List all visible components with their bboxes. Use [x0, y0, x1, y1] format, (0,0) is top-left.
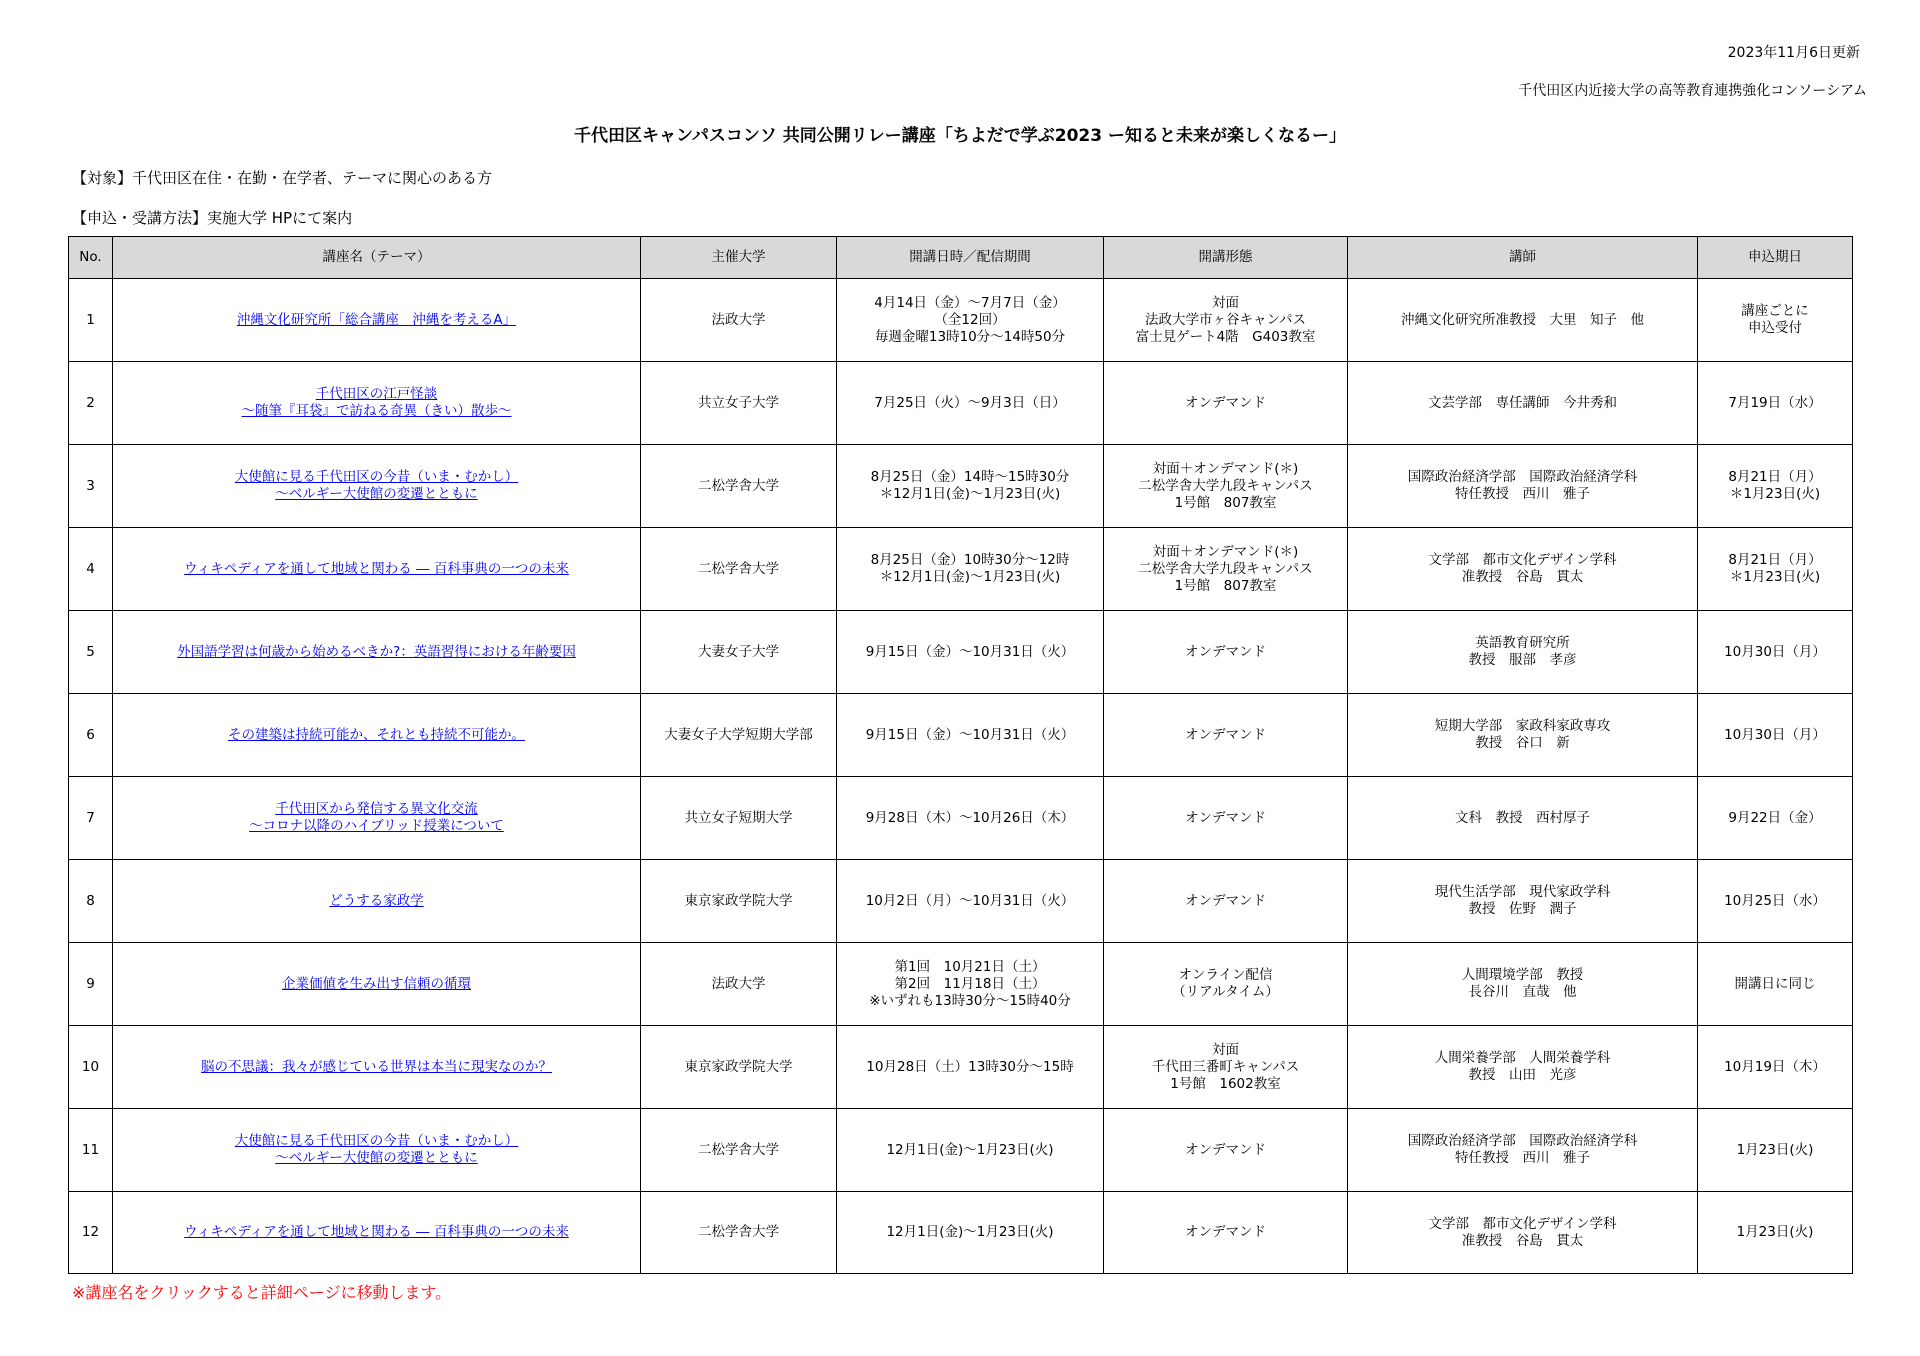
cell-no: 3 [69, 445, 113, 528]
cell-title [113, 694, 641, 777]
table-row [69, 528, 1853, 611]
cell-schedule: 9月28日（木）～10月26日（木） [837, 777, 1104, 860]
cell-title [113, 279, 641, 362]
column-header-schedule: 開講日時／配信期間 [837, 237, 1104, 279]
cell-format: オンデマンド [1104, 860, 1348, 943]
table-row [69, 445, 1853, 528]
cell-format: オンデマンド [1104, 362, 1348, 445]
cell-title [113, 943, 641, 1026]
cell-no: 1 [69, 279, 113, 362]
cell-no: 9 [69, 943, 113, 1026]
cell-format: オンデマンド [1104, 1109, 1348, 1192]
cell-no: 8 [69, 860, 113, 943]
cell-deadline: 10月25日（水） [1698, 860, 1853, 943]
table-row [69, 279, 1853, 362]
cell-format: 対面＋オンデマンド(＊) 二松学舎大学九段キャンパス 1号館 807教室 [1104, 528, 1348, 611]
cell-title [113, 528, 641, 611]
cell-schedule: 第1回 10月21日（土） 第2回 11月18日（土） ※いずれも13時30分～15時40分 [837, 943, 1104, 1026]
cell-schedule: 9月15日（金）～10月31日（火） [837, 611, 1104, 694]
table-row [69, 611, 1853, 694]
cell-schedule: 10月28日（土）13時30分～15時 [837, 1026, 1104, 1109]
table-row [69, 860, 1853, 943]
lecture-link[interactable]: どうする家政学 [329, 892, 424, 909]
cell-no: 6 [69, 694, 113, 777]
target-audience: 【対象】千代田区在住・在勤・在学者、テーマに関心のある方 [72, 169, 493, 187]
cell-university: 二松学舎大学 [641, 1192, 837, 1274]
cell-schedule: 8月25日（金）10時30分～12時 ＊12月1日(金)～1月23日(火) [837, 528, 1104, 611]
cell-lecturer: 文科 教授 西村厚子 [1348, 777, 1698, 860]
cell-university: 東京家政学院大学 [641, 1026, 837, 1109]
cell-deadline: 開講日に同じ [1698, 943, 1853, 1026]
cell-no: 12 [69, 1192, 113, 1274]
cell-lecturer: 文芸学部 専任講師 今井秀和 [1348, 362, 1698, 445]
cell-university: 法政大学 [641, 279, 837, 362]
cell-format: オンデマンド [1104, 611, 1348, 694]
cell-university: 大妻女子大学 [641, 611, 837, 694]
cell-lecturer: 文学部 都市文化デザイン学科 准教授 谷島 貫太 [1348, 1192, 1698, 1274]
cell-deadline: 8月21日（月） ＊1月23日(火) [1698, 528, 1853, 611]
table-row [69, 1026, 1853, 1109]
cell-university: 東京家政学院大学 [641, 860, 837, 943]
lecture-link[interactable]: 大使館に見る千代田区の今昔（いま・むかし） ～ベルギー大使館の変遷とともに [234, 1133, 519, 1166]
lecture-link[interactable]: ウィキペディアを通して地域と関わる ― 百科事典の一つの未来 [184, 560, 569, 577]
lecture-link[interactable]: ウィキペディアを通して地域と関わる ― 百科事典の一つの未来 [184, 1224, 569, 1240]
lecture-link[interactable]: その建築は持続可能か、それとも持続不可能か。 [228, 726, 525, 743]
cell-lecturer: 人間栄養学部 人間栄養学科 教授 山田 光彦 [1348, 1026, 1698, 1109]
cell-format: オンデマンド [1104, 1192, 1348, 1274]
cell-no: 11 [69, 1109, 113, 1192]
cell-no: 4 [69, 528, 113, 611]
cell-format: オンデマンド [1104, 777, 1348, 860]
lecture-link[interactable]: 企業価値を生み出す信頼の循環 [282, 975, 471, 992]
organization-name: 千代田区内近接大学の高等教育連携強化コンソーシアム [1518, 83, 1867, 99]
cell-format: 対面 千代田三番町キャンパス 1号館 1602教室 [1104, 1026, 1348, 1109]
cell-university: 共立女子大学 [641, 362, 837, 445]
cell-deadline: 1月23日(火) [1698, 1109, 1853, 1192]
lecture-link[interactable]: 千代田区の江戸怪談 ～随筆『耳袋』で訪ねる奇異（きい）散歩～ [241, 386, 512, 419]
updated-date: 2023年11月6日更新 [1727, 45, 1860, 61]
cell-university: 大妻女子大学短期大学部 [641, 694, 837, 777]
cell-title [113, 611, 641, 694]
cell-deadline: 10月19日（木） [1698, 1026, 1853, 1109]
table-row [69, 777, 1853, 860]
cell-schedule: 7月25日（火）～9月3日（日） [837, 362, 1104, 445]
lecture-link[interactable]: 脳の不思議：我々が感じている世界は本当に現実なのか？ [201, 1058, 552, 1075]
cell-schedule: 8月25日（金）14時～15時30分 ＊12月1日(金)～1月23日(火) [837, 445, 1104, 528]
cell-no: 7 [69, 777, 113, 860]
cell-schedule: 9月15日（金）～10月31日（火） [837, 694, 1104, 777]
cell-schedule: 12月1日(金)～1月23日(火) [837, 1192, 1104, 1274]
column-header-lecturer: 講師 [1348, 237, 1698, 279]
lecture-link[interactable]: 外国語学習は何歳から始めるべきか?：英語習得における年齢要因 [177, 643, 576, 660]
cell-deadline: 7月19日（水） [1698, 362, 1853, 445]
table-header-row [69, 237, 1853, 279]
cell-title [113, 860, 641, 943]
application-method: 【申込・受講方法】実施大学 HPにて案内 [72, 209, 353, 227]
cell-lecturer: 短期大学部 家政科家政専攻 教授 谷口 新 [1348, 694, 1698, 777]
cell-university: 二松学舎大学 [641, 445, 837, 528]
cell-title [113, 1192, 641, 1274]
cell-university: 共立女子短期大学 [641, 777, 837, 860]
cell-deadline: 9月22日（金） [1698, 777, 1853, 860]
column-header-format: 開講形態 [1104, 237, 1348, 279]
cell-no: 10 [69, 1026, 113, 1109]
lecture-link[interactable]: 千代田区から発信する異文化交流 ～コロナ以降のハイブリッド授業について [249, 801, 504, 834]
cell-schedule: 10月2日（月）～10月31日（火） [837, 860, 1104, 943]
cell-format: オンデマンド [1104, 694, 1348, 777]
cell-deadline: 講座ごとに 申込受付 [1698, 279, 1853, 362]
column-header-no: No. [69, 237, 113, 279]
cell-no: 5 [69, 611, 113, 694]
cell-format: 対面＋オンデマンド(＊) 二松学舎大学九段キャンパス 1号館 807教室 [1104, 445, 1348, 528]
cell-lecturer: 人間環境学部 教授 長谷川 直哉 他 [1348, 943, 1698, 1026]
lecture-link[interactable]: 沖縄文化研究所「総合講座 沖縄を考えるA」 [236, 311, 517, 328]
table-row [69, 943, 1853, 1026]
cell-lecturer: 英語教育研究所 教授 服部 孝彦 [1348, 611, 1698, 694]
table-row [69, 694, 1853, 777]
cell-title [113, 1026, 641, 1109]
cell-title [113, 777, 641, 860]
page-title: 千代田区キャンパスコンソ 共同公開リレー講座「ちよだで学ぶ2023 ー知ると未来が楽しくなるー」 [574, 126, 1346, 146]
cell-university: 二松学舎大学 [641, 1109, 837, 1192]
cell-title [113, 445, 641, 528]
column-header-title: 講座名（テーマ） [113, 237, 641, 279]
cell-schedule: 4月14日（金）～7月7日（金） （全12回） 毎週金曜13時10分～14時50分 [837, 279, 1104, 362]
table-row [69, 1192, 1853, 1274]
footer-note: ※講座名をクリックすると詳細ページに移動します。 [72, 1283, 452, 1302]
cell-deadline: 10月30日（月） [1698, 694, 1853, 777]
cell-lecturer: 国際政治経済学部 国際政治経済学科 特任教授 西川 雅子 [1348, 445, 1698, 528]
cell-university: 二松学舎大学 [641, 528, 837, 611]
cell-lecturer: 現代生活学部 現代家政学科 教授 佐野 潤子 [1348, 860, 1698, 943]
cell-university: 法政大学 [641, 943, 837, 1026]
cell-schedule: 12月1日(金)～1月23日(火) [837, 1109, 1104, 1192]
column-header-deadline: 申込期日 [1698, 237, 1853, 279]
cell-deadline: 10月30日（月） [1698, 611, 1853, 694]
cell-title [113, 362, 641, 445]
cell-format: オンライン配信 （リアルタイム） [1104, 943, 1348, 1026]
cell-deadline: 1月23日(火) [1698, 1192, 1853, 1274]
lecture-table [68, 236, 1853, 1274]
column-header-university: 主催大学 [641, 237, 837, 279]
cell-lecturer: 国際政治経済学部 国際政治経済学科 特任教授 西川 雅子 [1348, 1109, 1698, 1192]
lecture-link[interactable]: 大使館に見る千代田区の今昔（いま・むかし） ～ベルギー大使館の変遷とともに [234, 469, 519, 502]
cell-lecturer: 沖縄文化研究所准教授 大里 知子 他 [1348, 279, 1698, 362]
table-row [69, 1109, 1853, 1192]
cell-format: 対面 法政大学市ヶ谷キャンパス 富士見ゲート4階 G403教室 [1104, 279, 1348, 362]
table-row [69, 362, 1853, 445]
cell-lecturer: 文学部 都市文化デザイン学科 准教授 谷島 貫太 [1348, 528, 1698, 611]
cell-no: 2 [69, 362, 113, 445]
cell-title [113, 1109, 641, 1192]
cell-deadline: 8月21日（月） ＊1月23日(火) [1698, 445, 1853, 528]
